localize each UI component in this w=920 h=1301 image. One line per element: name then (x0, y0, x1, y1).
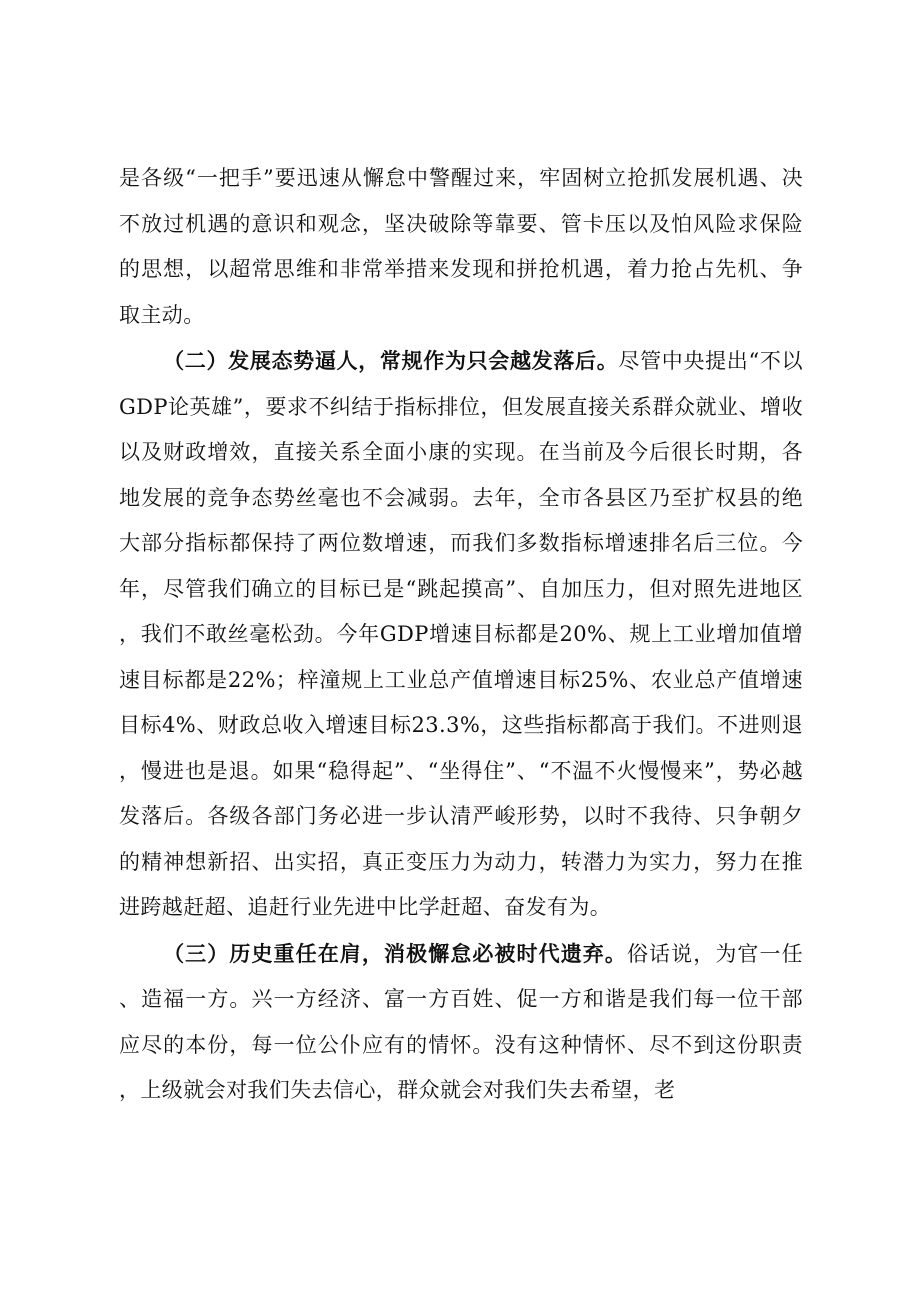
paragraph-3-body: 俗话说，为官一任、造福一方。兴一方经济、富一方百姓、促一方和谐是我们每一位干部应尽的本份，每一位公仆应有的情怀。没有这种情怀、尽不到这份职责，上级就会对我们失去信心，群众就会对我们失去希望，老 (119, 941, 803, 1102)
paragraph-2-body: 尽管中央提出“不以GDP论英雄”，要求不纠结于指标排位，但发展直接关系群众就业、增收以及财政增效，直接关系全面小康的实现。在当前及今后很长时期，各地发展的竞争态势丝毫也不会减弱。去年，全市各县区乃至扩权县的绝大部分指标都保持了两位数增速，而我们多数指标增速排名后三位。今年，尽管我们确立的目标已是“跳起摸高”、自加压力，但对照先进地区，我们不敢丝毫松劲。今年GDP增速目标都是20%、规上工业增加值增速目标都是22%；梓潼规上工业总产值增速目标25%、农业总产值增速目标4%、财政总收入增速目标23.3%，这些指标都高于我们。不进则退，慢进也是退。如果“稳得起”、“坐得住”、“不温不火慢慢来”，势必越发落后。各级各部门务必进一步认清严峻形势，以时不我待、只争朝夕的精神想新招、出实招，真正变压力为动力，转潜力为实力，努力在推进跨越赶超、追赶行业先进中比学赶超、奋发有为。 (119, 349, 803, 919)
paragraph-3-heading: （三）历史重任在肩，消极懈怠必被时代遗弃。 (163, 940, 627, 966)
paragraph-1 (119, 155, 803, 338)
paragraph-2-heading: （二）发展态势逼人，常规作为只会越发落后。 (163, 348, 619, 373)
paragraph-1-body: 是各级“一把手”要迅速从懈怠中警醒过来，牢固树立抢抓发展机遇、决不放过机遇的意识和观念，坚决破除等靠要、管卡压以及怕风险求保险的思想，以超常思维和非常举措来发现和拼抢机遇，着力抢占先机、争取主动。 (119, 166, 803, 327)
document-page (119, 155, 803, 1114)
paragraph-3 (119, 931, 803, 1114)
paragraph-2 (119, 338, 803, 931)
